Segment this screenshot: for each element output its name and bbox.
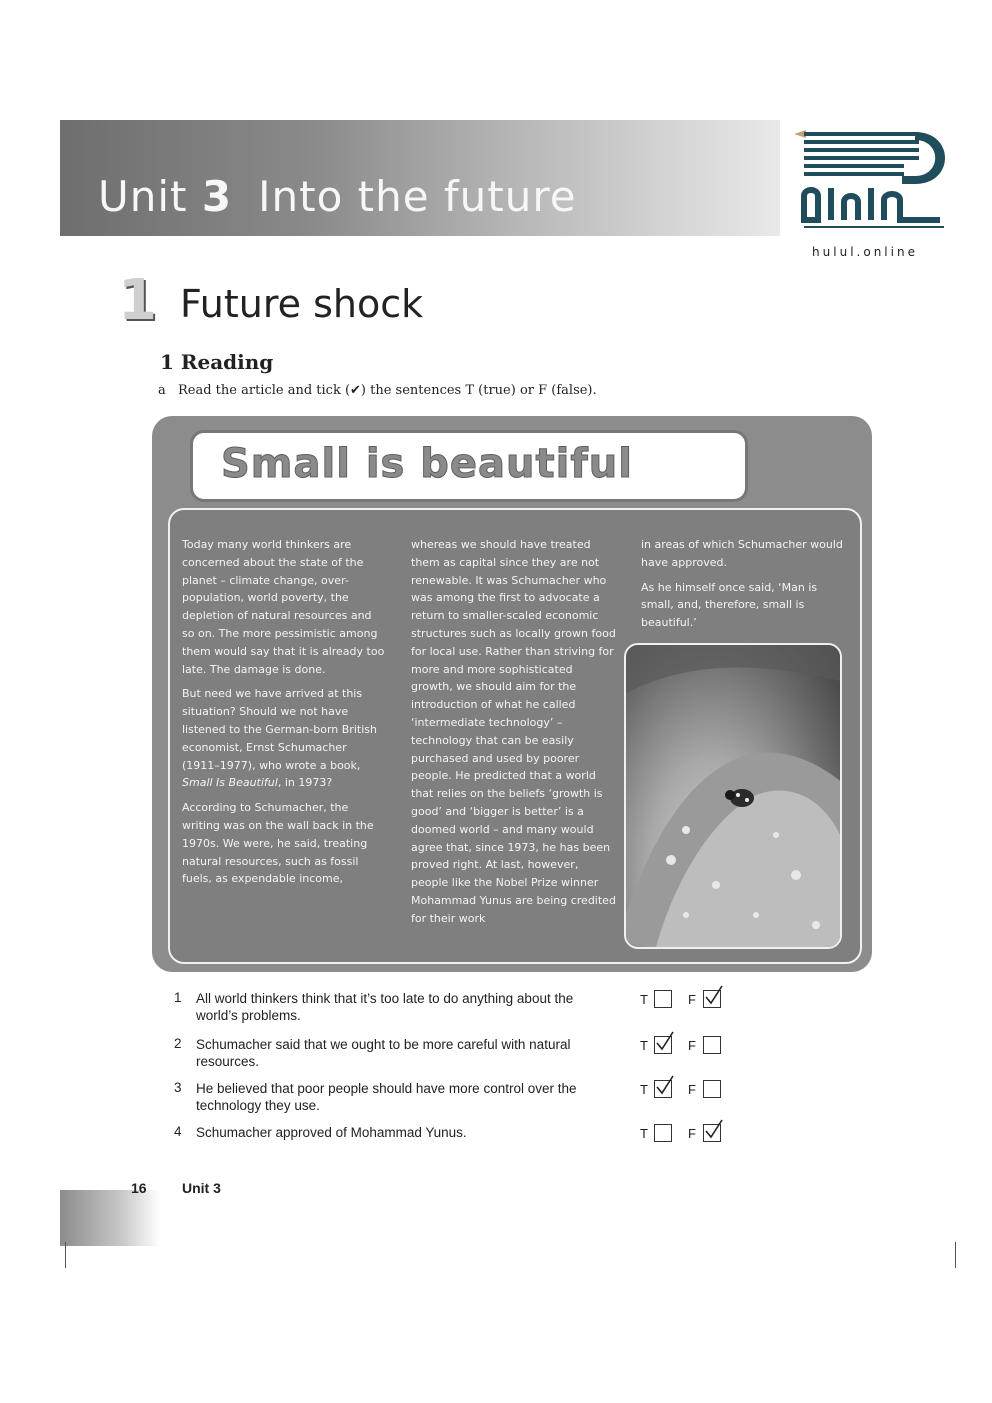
question-number: 2 [174,1036,182,1051]
true-checkbox[interactable] [654,990,672,1008]
instruction [158,383,597,398]
question-row [172,1080,732,1120]
article-column-3 [641,536,845,639]
tick-icon [703,1118,723,1140]
true-label: T [640,1126,648,1141]
footer-unit-label: Unit 3 [182,1180,221,1196]
false-checkbox[interactable] [703,990,721,1008]
paragraph-text: But need we have arrived at this situation? Should we not have listened to the German-born British economist, Ernst Schumacher (1911–1977), who wrote a book, [182,687,377,772]
page-number: 16 [131,1180,147,1196]
section-heading: 1 Reading [160,350,274,374]
article-column-2 [411,536,617,935]
unit-banner [60,120,780,236]
article-paragraph: whereas we should have treated them as capital since they are not renewable. It was Schumacher who was among the first to advocate a return to smaller-scaled economic structures such as locally grown food for local use. Rather than striving for more and more sophisticated growth, we should aim for the introduction of what he called ‘intermediate technology’ – technology that can be easily purchased and used by poorer people. He predicted that a world that relies on the beliefs ‘growth is good’ and ‘bigger is better’ is a doomed world – and many would agree that, since 1973, he has been proved right. At last, however, people like the Nobel Prize winner Mohammad Yunus are being credited for their work [411,538,616,925]
lesson-title: Future shock [180,282,424,326]
question-row [172,990,732,1030]
lesson-number: 1 [118,268,157,333]
false-label: F [688,1038,696,1053]
question-number: 1 [174,990,182,1005]
article-paragraph: According to Schumacher, the writing was on the wall back in the 1970s. We were, he said, treating natural resources, such as fossil fuels, as expendable income, [182,801,374,886]
false-checkbox[interactable] [703,1080,721,1098]
question-text: Schumacher said that we ought to be more careful with natural resources. [196,1037,571,1069]
false-checkbox[interactable] [703,1036,721,1054]
question-row [172,1036,732,1076]
article-title-box [190,430,748,502]
logo-caption: hulul.online [812,245,918,259]
article-paragraph [182,685,386,792]
true-checkbox[interactable] [654,1080,672,1098]
true-label: T [640,1038,648,1053]
unit-title [98,172,577,221]
true-checkbox[interactable] [654,1124,672,1142]
tick-icon [654,1074,674,1096]
hulul-logo [790,122,960,262]
true-label: T [640,992,648,1007]
ladybird-on-leaf-icon [626,645,840,947]
logo-mark-icon [790,122,960,247]
article-paragraph: Today many world thinkers are concerned about the state of the planet – climate change, over-population, world poverty, the depletion of natural resources and so on. The more pessimistic among them would say that it is already too late. The damage is done. [182,538,385,676]
footer-shade [60,1190,160,1246]
question-text: All world thinkers think that it’s too late to do anything about the world’s problems. [196,991,574,1023]
article [152,416,872,972]
article-paragraph: in areas of which Schumacher would have approved. [641,538,843,569]
unit-label: Unit [98,172,188,221]
ladybird-photo [624,643,842,949]
false-label: F [688,992,696,1007]
book-title: Small Is Beautiful [182,776,278,790]
true-label: T [640,1082,648,1097]
article-paragraph: As he himself once said, ‘Man is small, and, therefore, small is beautiful.’ [641,580,818,630]
instruction-letter: a [158,383,166,398]
article-column-1 [182,536,386,895]
true-checkbox[interactable] [654,1036,672,1054]
unit-name: Into the future [258,172,577,221]
false-label: F [688,1082,696,1097]
false-checkbox[interactable] [703,1124,721,1142]
unit-number: 3 [201,172,233,221]
tick-icon [654,1030,674,1052]
question-text: Schumacher approved of Mohammad Yunus. [196,1125,467,1140]
instruction-text: Read the article and tick (✔) the sentences T (true) or F (false). [178,383,597,398]
question-number: 3 [174,1080,182,1095]
question-row [172,1124,732,1164]
article-title: Small is beautiful [221,441,633,487]
paragraph-text: , in 1973? [277,776,333,790]
question-number: 4 [174,1124,182,1139]
question-text: He believed that poor people should have more control over the technology they use. [196,1081,577,1113]
tick-icon [703,984,723,1006]
crop-mark [65,1242,66,1268]
false-label: F [688,1126,696,1141]
crop-mark [955,1242,956,1268]
article-panel [168,508,862,964]
